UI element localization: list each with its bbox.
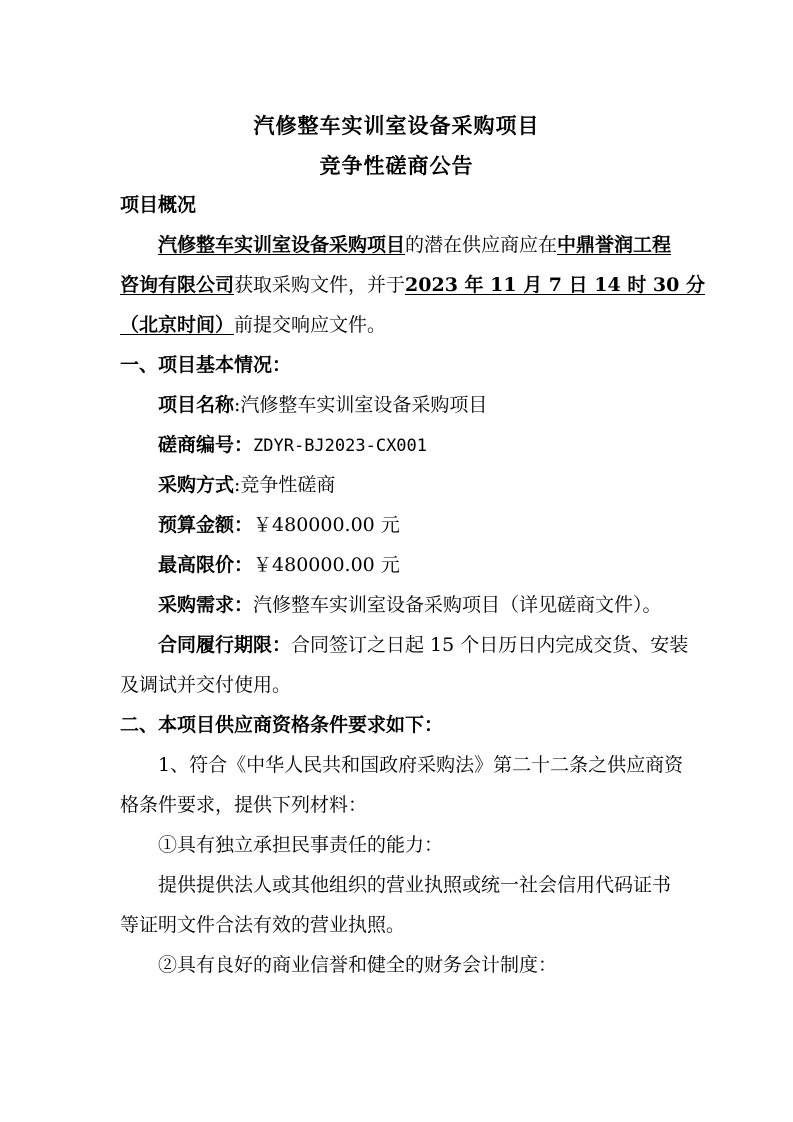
consult-code-row [158, 432, 427, 459]
overview-agency-name: 中鼎誉润工程 [557, 234, 672, 256]
qualification-sub-1-detail-continued: 等证明文件合法有效的营业执照。 [120, 914, 406, 936]
consult-code-value: ZDYR-BJ2023-CX001 [253, 436, 428, 456]
budget-row [158, 512, 400, 538]
project-name-row [158, 392, 487, 418]
max-price-row [158, 552, 400, 578]
procurement-method-value: :竞争性磋商 [234, 474, 336, 496]
overview-paragraph-line2 [120, 272, 705, 298]
overview-heading: 项目概况 [120, 194, 197, 216]
consult-code-label: 磋商编号： [158, 434, 254, 456]
max-price-label: 最高限价： [158, 554, 254, 576]
qualification-sub-1: ①具有独立承担民事责任的能力： [158, 834, 444, 856]
overview-paragraph-line1 [158, 232, 671, 258]
procurement-demand-value: 汽修整车实训室设备采购项目（详见磋商文件）。 [253, 594, 662, 616]
contract-period-continued: 及调试并交付使用。 [120, 674, 292, 696]
overview-text: 前提交响应文件。 [234, 314, 387, 336]
contract-period-value: 合同签订之日起 15 个日历日内完成交货、安装 [291, 634, 689, 656]
section2-heading: 二、本项目供应商资格条件要求如下： [120, 714, 444, 736]
overview-text: 获取采购文件，并于 [234, 274, 406, 296]
overview-deadline: 2023 年 11 月 7 日 14 时 30 分 [405, 274, 705, 296]
contract-period-row [158, 632, 688, 658]
project-name-value: :汽修整车实训室设备采购项目 [234, 394, 488, 416]
procurement-method-label: 采购方式 [158, 474, 235, 496]
procurement-demand-row [158, 592, 662, 618]
section1-heading: 一、项目基本情况： [120, 354, 292, 376]
overview-text: 的潜在供应商应在 [405, 234, 558, 256]
overview-timezone: （北京时间） [120, 314, 235, 336]
overview-paragraph-line3 [120, 312, 386, 338]
budget-label: 预算金额： [158, 514, 254, 536]
max-price-value: ￥480000.00 元 [253, 554, 400, 576]
qualification-sub-2: ②具有良好的商业信誉和健全的财务会计制度： [158, 954, 558, 976]
procurement-method-row [158, 472, 335, 498]
contract-period-label: 合同履行期限： [158, 634, 292, 656]
qualification-sub-1-detail: 提供提供法人或其他组织的营业执照或统一社会信用代码证书 [158, 874, 672, 896]
overview-agency-name: 咨询有限公司 [120, 274, 235, 296]
project-name-label: 项目名称 [158, 394, 235, 416]
document-subtitle: 竞争性磋商公告 [319, 153, 474, 178]
qualification-item-1-continued: 格条件要求，提供下列材料： [120, 794, 368, 816]
document-title: 汽修整车实训室设备采购项目 [253, 113, 540, 138]
overview-project-name: 汽修整车实训室设备采购项目 [158, 234, 406, 256]
budget-value: ￥480000.00 元 [253, 514, 400, 536]
procurement-demand-label: 采购需求： [158, 594, 254, 616]
qualification-item-1: 1、符合《中华人民共和国政府采购法》第二十二条之供应商资 [158, 754, 684, 776]
